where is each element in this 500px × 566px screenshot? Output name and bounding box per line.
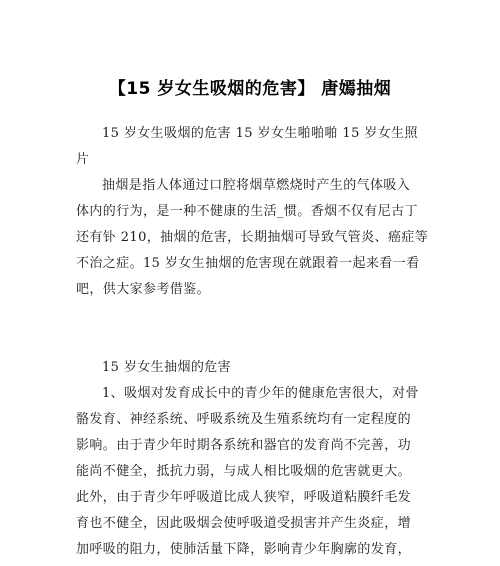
document-title: 【15 岁女生吸烟的危害】 唐嫣抽烟 [108, 79, 392, 99]
paragraph-line: 还有钋 210，抽烟的危害，长期抽烟可导致气管炎、癌症等 [76, 230, 429, 245]
paragraph-line: 不治之症。15 岁女生抽烟的危害现在就跟着一起来看一看 [76, 256, 420, 271]
section-heading [76, 355, 426, 381]
paragraph-line: 能尚不健全，抵抗力弱，与成人相比吸烟的危害就更大。 [76, 464, 412, 479]
intro-paragraph [76, 121, 426, 173]
intro-line: 片 [76, 152, 90, 167]
body-paragraph-1 [76, 173, 429, 303]
body-paragraph-2 [76, 381, 426, 563]
section-heading-text: 15 岁女生抽烟的危害 [102, 360, 232, 375]
paragraph-line: 1、吸烟对发育成长中的青少年的健康危害很大，对骨 [102, 386, 419, 401]
paragraph-line: 育也不健全，因此吸烟会使呼吸道受损害并产生炎症，增 [76, 516, 412, 531]
paragraph-line: 吧，供大家参考借鉴。 [76, 282, 211, 297]
paragraph-line: 此外，由于青少年呼吸道比成人狭窄，呼吸道粘膜纤毛发 [76, 490, 412, 505]
paragraph-line: 影响。由于青少年时期各系统和器官的发育尚不完善，功 [76, 438, 412, 453]
paragraph-line: 体内的行为，是一种不健康的生活_惯。香烟不仅有尼古丁 [76, 204, 418, 219]
paragraph-line: 抽烟是指人体通过口腔将烟草燃烧时产生的气体吸入 [102, 178, 411, 193]
intro-line: 15 岁女生吸烟的危害 15 岁女生啪啪啪 15 岁女生照 [102, 126, 418, 141]
paragraph-line: 加呼吸的阻力，使肺活量下降，影响青少年胸廓的发育， [76, 542, 412, 557]
paragraph-line: 骼发育、神经系统、呼吸系统及生殖系统均有一定程度的 [76, 412, 412, 427]
